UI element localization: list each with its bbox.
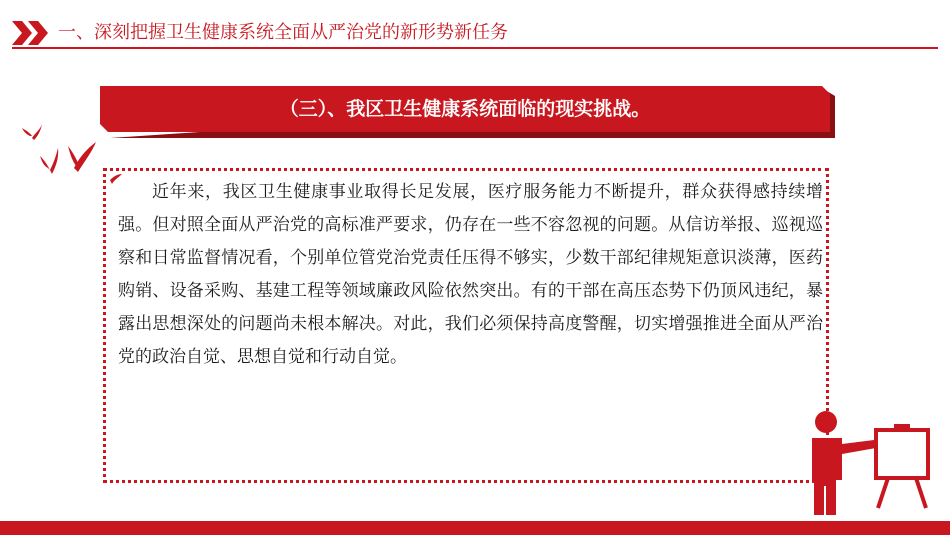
header-divider <box>12 47 938 49</box>
footer-bar <box>0 521 950 535</box>
content-paragraph: 近年来，我区卫生健康事业取得长足发展，医疗服务能力不断提升，群众获得感持续增强。但对照全面从严治党的高标准严要求，仍存在一些不容忽视的问题。从信访举报、巡视巡察和日常监督情况看，个别单位管党治党责任压得不够实，少数干部纪律规矩意识淡薄，医药购销、设备采购、基建工程等领域廉政风险依然突出。有的干部在高压态势下仍顶风违纪，暴露出思想深处的问题尚未根本解决。对此，我们必须保持高度警醒，切实增强推进全面从严治党的政治自觉、思想自觉和行动自觉。 <box>118 182 823 367</box>
page-title: 一、深刻把握卫生健康系统全面从严治党的新形势新任务 <box>58 22 508 43</box>
section-title: （三）、我区卫生健康系统面临的现实挑战。 <box>279 98 651 120</box>
presenter-board-icon <box>808 410 936 515</box>
double-chevron-icon <box>12 19 52 47</box>
